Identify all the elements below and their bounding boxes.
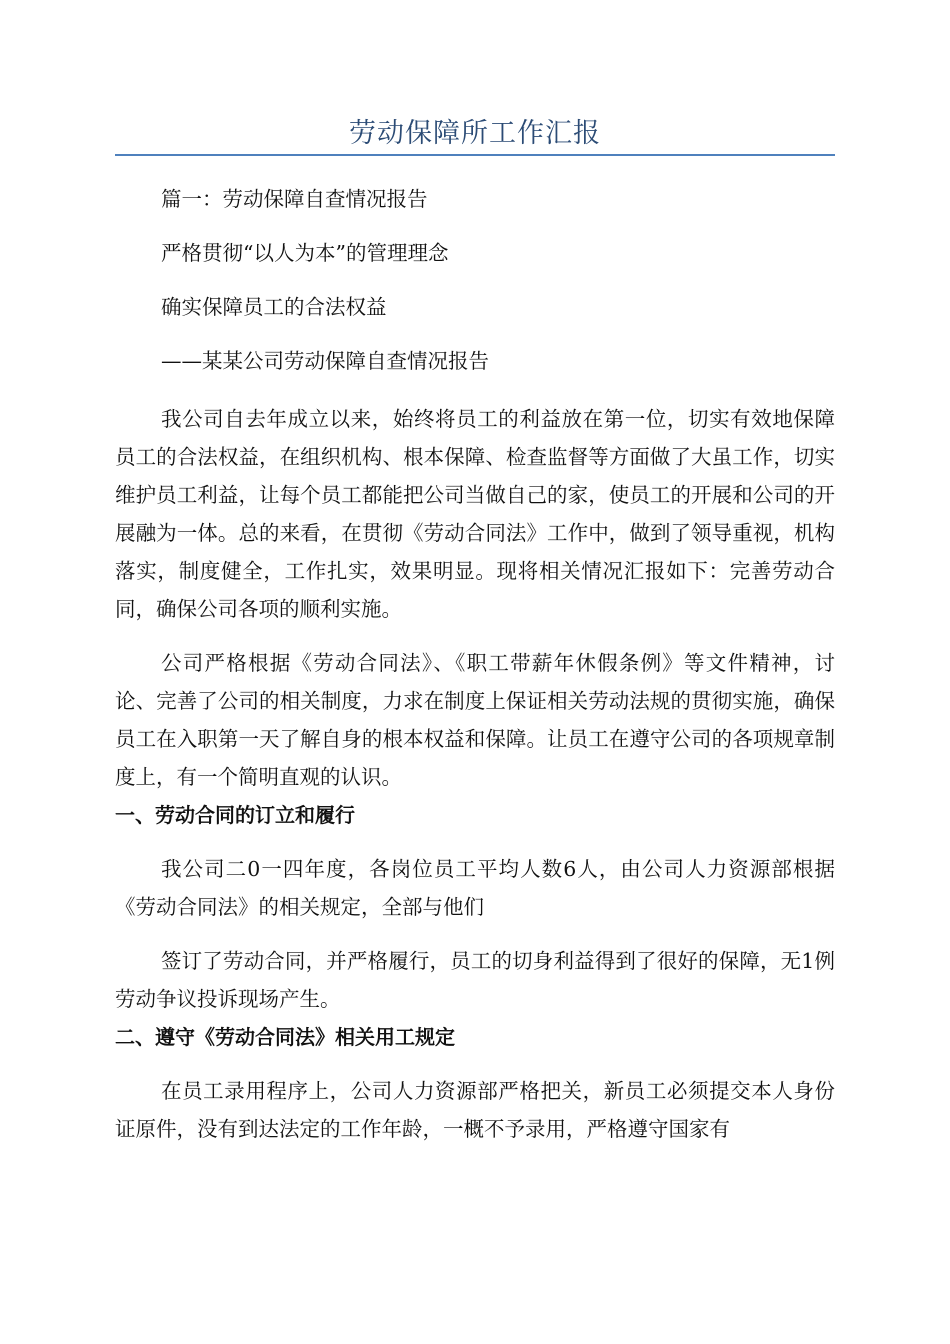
- title-underline: [115, 154, 835, 156]
- body-paragraph: 公司严格根据《劳动合同法》、《职工带薪年休假条例》等文件精神，讨论、完善了公司的相关制度，力求在制度上保证相关劳动法规的贯彻实施，确保员工在入职第一天了解自身的根本权益和保障。让员工在遵守公司的各项规章制度上，有一个简明直观的认识。: [115, 651, 835, 789]
- body-paragraph: 签订了劳动合同，并严格履行，员工的切身利益得到了很好的保障，无1例劳动争议投诉现场产生。: [115, 949, 835, 1011]
- section-heading: 二、遵守《劳动合同法》相关用工规定: [115, 1025, 455, 1049]
- subtitle-line: 篇一：劳动保障自查情况报告: [161, 187, 428, 211]
- document-page: [115, 0, 835, 1148]
- document-title: 劳动保障所工作汇报: [349, 118, 601, 149]
- body-paragraph: 在员工录用程序上，公司人力资源部严格把关，新员工必须提交本人身份证原件，没有到达法定的工作年龄，一概不予录用，严格遵守国家有: [115, 1079, 835, 1141]
- subtitle-line: 确实保障员工的合法权益: [161, 295, 387, 319]
- body-paragraph: 我公司自去年成立以来，始终将员工的利益放在第一位，切实有效地保障员工的合法权益，在组织机构、根本保障、检查监督等方面做了大虽工作，切实维护员工利益，让每个员工都能把公司当做自己的家，使员工的开展和公司的开展融为一体。总的来看，在贯彻《劳动合同法》工作中，做到了领导重视，机构落实，制度健全，工作扎实，效果明显。现将相关情况汇报如下：完善劳动合同，确保公司各项的顺利实施。: [115, 407, 835, 621]
- subtitle-line: 严格贯彻“以人为本”的管理理念: [161, 241, 449, 265]
- section-heading: 一、劳动合同的订立和履行: [115, 803, 355, 827]
- subtitle-line: ——某某公司劳动保障自查情况报告: [161, 349, 489, 373]
- body-paragraph: 我公司二0一四年度，各岗位员工平均人数6人，由公司人力资源部根据《劳动合同法》的相关规定，全部与他们: [115, 857, 835, 919]
